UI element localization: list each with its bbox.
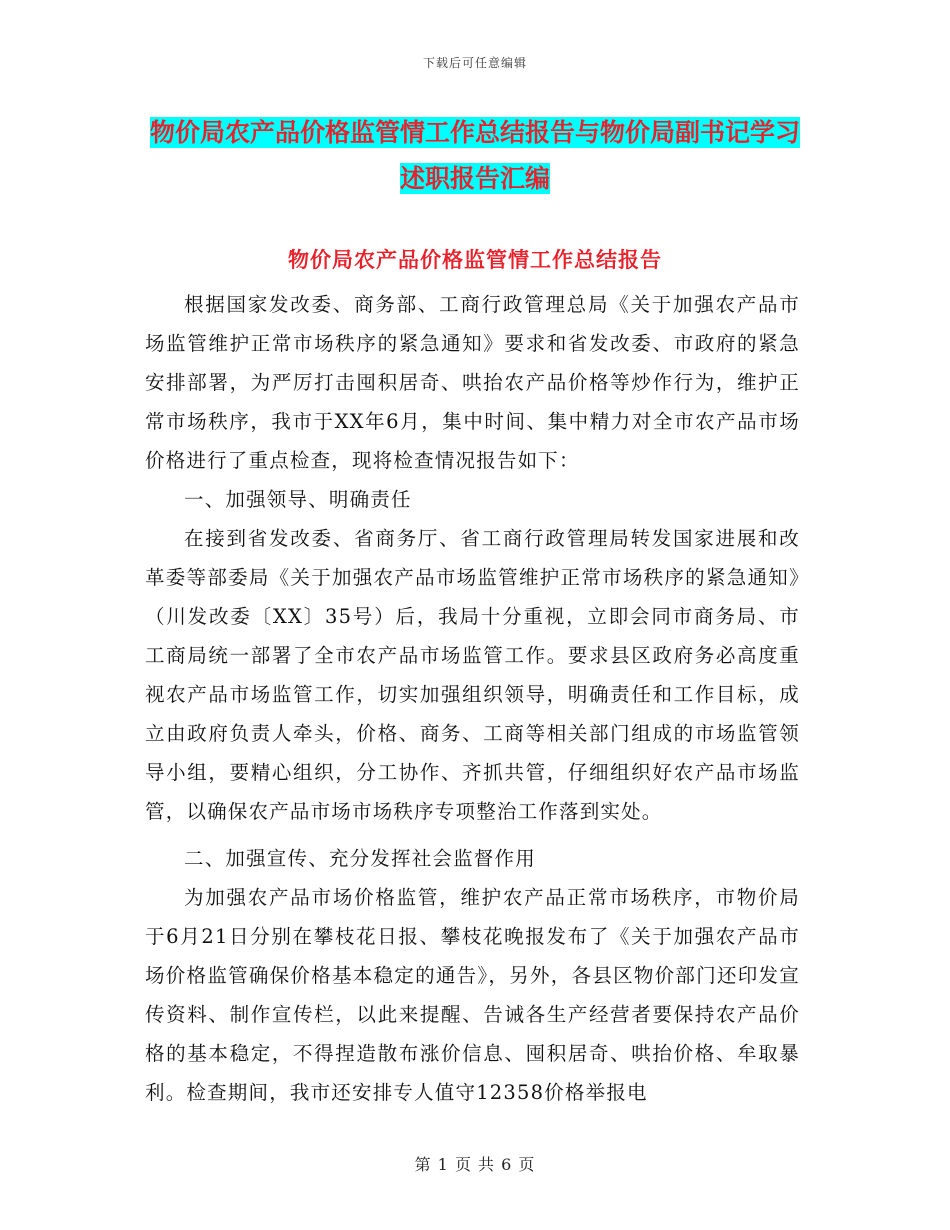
section-heading-2: 二、加强宣传、充分发挥社会监督作用 [184,847,536,870]
paragraph-section-1: 在接到省发改委、省商务厅、省工商行政管理局转发国家进展和改革委等部委局《关于加强农产品市场监管维护正常市场秩序的紧急通知》（川发改委〔XX〕35号）后，我局十分重视，立即会同市商务局、市工商局统一部署了全市农产品市场监管工作。要求县区政府务必高度重视农产品市场监管工作，切实加强组织领导，明确责任和工作目标，成立由政府负责人牵头，价格、商务、工商等相关部门组成的市场监管领导小组，要精心组织，分工协作、齐抓共管，仔细组织好农产品市场监管，以确保农产品市场市场秩序专项整治工作落到实处。 [145,527,800,823]
document-title-text: 物价局农产品价格监管情工作总结报告与物价局副书记学习述职报告汇编 [149,118,800,193]
header-note: 下载后可任意编辑 [422,56,527,70]
document-title [145,110,805,202]
section-title: 物价局农产品价格监管情工作总结报告 [288,247,662,272]
page-footer: 第 1 页 共 6 页 [414,1155,536,1174]
paragraph-section-2: 为加强农产品市场价格监管，维护农产品正常市场秩序，市物价局于6月21日分别在攀枝花日报、攀枝花晚报发布了《关于加强农产品市场价格监管确保价格基本稳定的通告》，另外，各县区物价部门还印发宣传资料、制作宣传栏，以此来提醒、告诫各生产经营者要保持农产品价格的基本稳定，不得捏造散布涨价信息、囤积居奇、哄抬价格、牟取暴利。检查期间，我市还安排专人值守12358价格举报电 [145,886,800,1104]
paragraph-intro: 根据国家发改委、商务部、工商行政管理总局《关于加强农产品市场监管维护正常市场秩序的紧急通知》要求和省发改委、市政府的紧急安排部署，为严厉打击囤积居奇、哄抬农产品价格等炒作行为，维护正常市场秩序，我市于XX年6月，集中时间、集中精力对全市农产品市场价格进行了重点检查，现将检查情况报告如下： [145,293,800,472]
document-body [145,285,800,1112]
section-heading-1: 一、加强领导、明确责任 [184,488,412,511]
